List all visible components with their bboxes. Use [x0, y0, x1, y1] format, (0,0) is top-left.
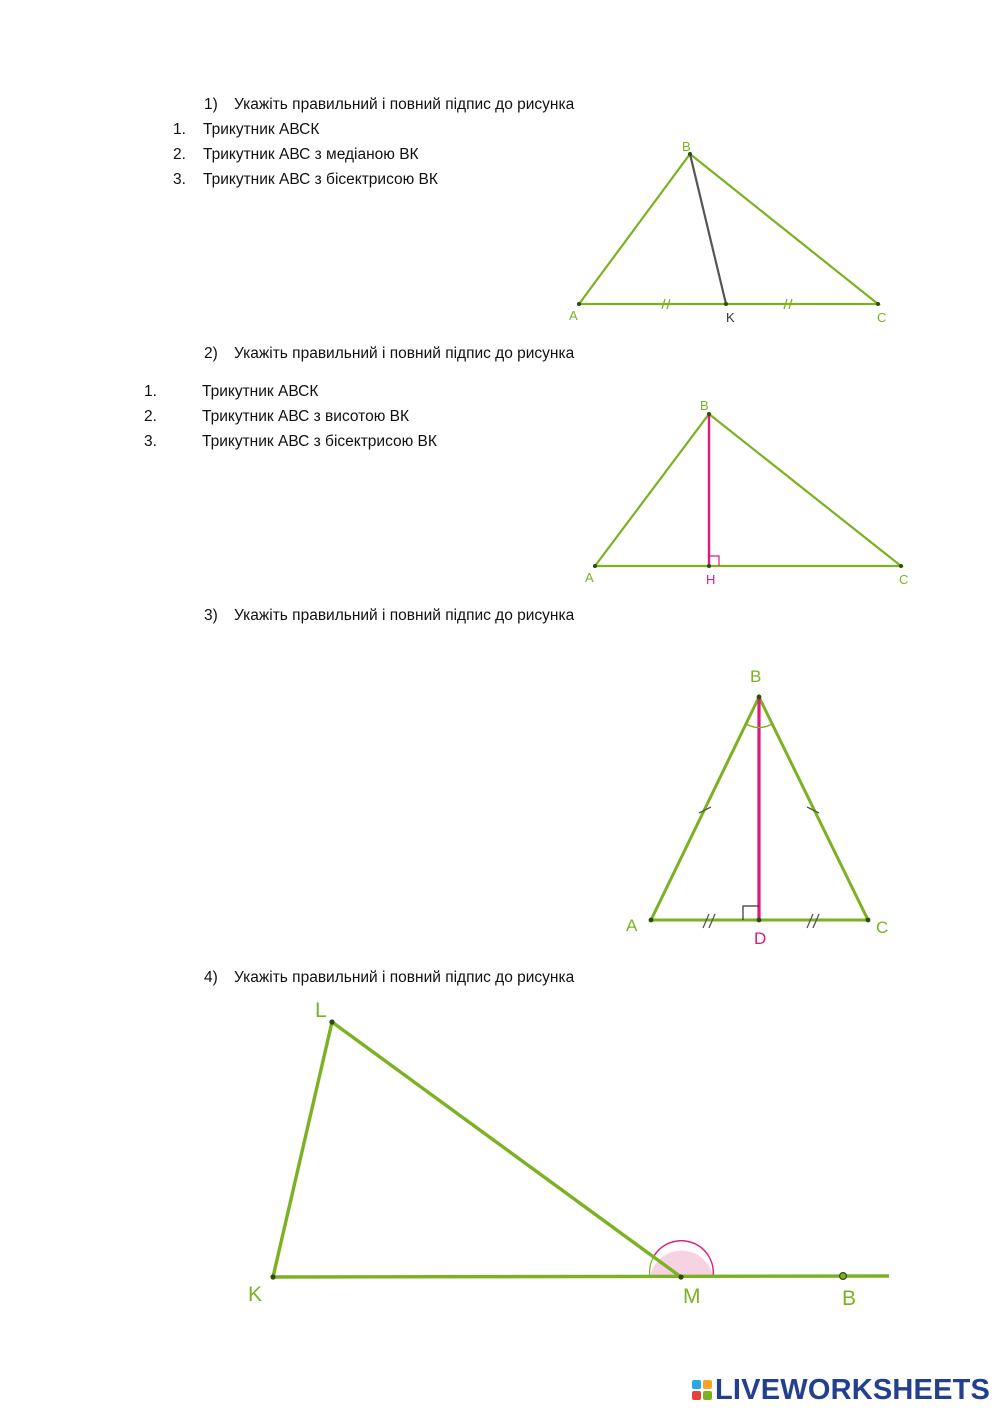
- liveworksheets-logo: [692, 1373, 990, 1407]
- label-c: C: [877, 310, 887, 325]
- logo-tiles-icon: [692, 1380, 712, 1400]
- label-a: A: [569, 308, 578, 323]
- question-1-number: 1): [204, 96, 218, 113]
- triangle-abc: [579, 154, 878, 304]
- figure-1-triangle-median: [569, 139, 886, 325]
- question-2-text: Укажіть правильний і повний підпис до рисунка: [234, 345, 575, 362]
- side-lm: [332, 1022, 681, 1277]
- label-b: B: [750, 667, 762, 686]
- point-b: [840, 1273, 847, 1280]
- side-kl: [273, 1022, 332, 1277]
- label-m: M: [683, 1285, 701, 1308]
- option-number: 1.: [173, 121, 186, 138]
- option-text: Трикутник АВС з висотою ВК: [202, 408, 410, 425]
- option-number: 2.: [173, 146, 186, 163]
- figure-4-exterior-angle: [248, 999, 889, 1310]
- label-b: B: [700, 398, 709, 413]
- option-number: 2.: [144, 408, 157, 425]
- label-a: A: [626, 916, 638, 935]
- median-bk: [690, 154, 726, 304]
- option-number: 1.: [144, 383, 157, 400]
- question-4-number: 4): [204, 969, 218, 986]
- label-d: D: [754, 929, 767, 948]
- exterior-angle-fill: [650, 1251, 713, 1277]
- question-2-number: 2): [204, 345, 218, 362]
- option-text: Трикутник АВС з бісектрисою ВК: [203, 171, 438, 188]
- logo-text: LIVEWORKSHEETS: [715, 1373, 991, 1406]
- label-k: K: [726, 310, 735, 325]
- option-text: Трикутник АВС з бісектрисою ВК: [202, 433, 437, 450]
- right-angle-mark: [743, 906, 759, 920]
- label-b: B: [842, 1287, 857, 1310]
- label-c: C: [876, 918, 889, 937]
- label-a: A: [585, 570, 594, 585]
- question-4-text: Укажіть правильний і повний підпис до рисунка: [234, 969, 575, 986]
- label-k: K: [248, 1283, 263, 1306]
- triangle-abc: [595, 414, 901, 566]
- label-c: C: [899, 572, 909, 587]
- option-text: Трикутник АВСК: [203, 121, 320, 138]
- vertex-points: [577, 152, 880, 306]
- figure-2-triangle-height: [585, 398, 908, 587]
- label-b: B: [682, 139, 691, 154]
- figure-3-isosceles-triangle: [626, 667, 888, 948]
- option-number: 3.: [144, 433, 157, 450]
- vertex-points: [593, 412, 903, 568]
- label-l: L: [315, 999, 327, 1022]
- option-text: Трикутник АВСК: [202, 383, 319, 400]
- question-3-number: 3): [204, 607, 218, 624]
- question-1-text: Укажіть правильний і повний підпис до рисунка: [234, 96, 575, 113]
- option-text: Трикутник АВС з медіаною ВК: [203, 146, 419, 163]
- question-3-text: Укажіть правильний і повний підпис до рисунка: [234, 607, 575, 624]
- line-kb: [273, 1276, 889, 1277]
- label-h: H: [706, 572, 716, 587]
- option-number: 3.: [173, 171, 186, 188]
- right-angle-mark: [709, 556, 719, 566]
- vertex-points: [270, 1019, 683, 1279]
